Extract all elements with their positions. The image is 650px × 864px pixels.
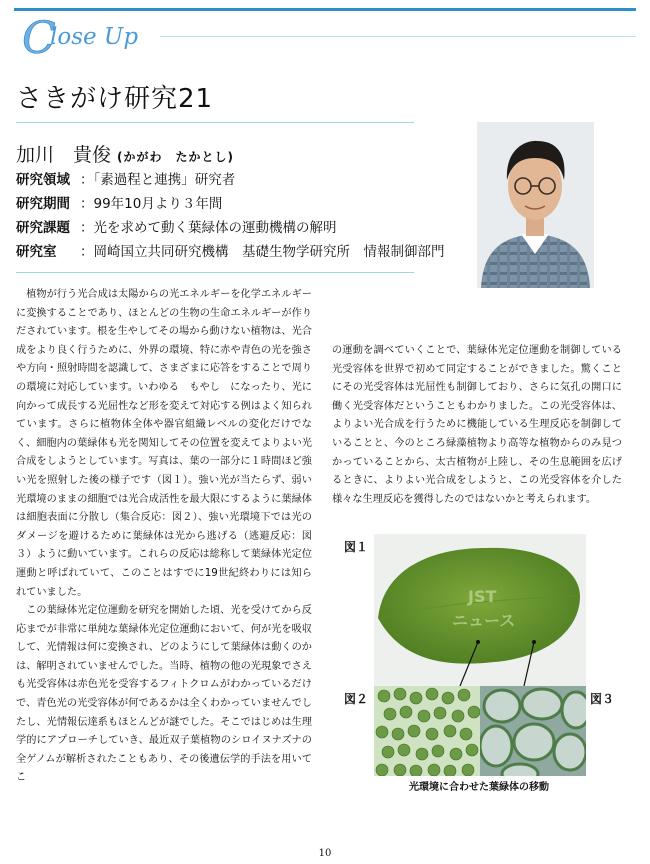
info-row-period [16,192,222,212]
info-row-lab [16,240,445,260]
info-value: ：岡崎国立共同研究機構 基礎生物学研究所 情報制御部門 [80,244,445,260]
watermark-text: ニュース [452,611,516,630]
info-row-topic [16,216,337,236]
info-row-area [16,168,235,188]
figure-3-cells-photo [480,686,586,776]
article-left-column [16,286,312,788]
figure-2-label: 図２ [344,692,369,706]
article-paragraph: 植物が行う光合成は太陽からの光エネルギーを化学エネルギーに変換することであり、ほとんどの生物の生命エネルギーが作りだされています。根を生やしてその場から動けない植物は、光合成をより良く行うために、外界の環境、特に赤や青色の光を強さや方向・照射時間を認識して、さまざまに応答をすることで周りの環境に対応しています。いわゆる もやし になったり、光に向かって成長する光屈性など形を変えて対応する例はよく知られています。さらに植物体全体や器官組織レベルの変化だけでなく、細胞内の葉緑体も光を関知してその位置を変えてよりよい光合成をしようとしています。写真は、葉の一部分に１時間ほど強い光を照射した後の様子です（図１）。強い光が当たらず、弱い光環境のままの細胞では光合成活性を最大限にするように葉緑体は細胞表面に分散し（集合反応：図２）、強い光環境下では光のダメージを避けるために葉緑体は光から逃げる（逃避反応：図３）ように動いています。これらの反応は総称して葉緑体光定位運動と呼ばれていて、このことはすでに19世紀終わりには知られていました。 [16,289,312,598]
svg-text:lose Up: lose Up [50,24,139,50]
article-right-column [332,342,622,509]
researcher-portrait [477,122,594,288]
figure-1-leaf-photo [374,534,586,686]
article-paragraph: の運動を調べていくことで、葉緑体光定位運動を制御している光受容体を世界で初めて同定することができました。驚くことにその光受容体は光屈性も制御しており、さらに気孔の開口に働く光受容体だということもわかりました。この光受容体は、よりよい光合成を行うために機能している生理反応を制御していることと、今のところ緑藻植物より高等な植物からのみ見つかっていることから、太古植物が上陸し、その生息範囲を広げるときに、よりよい光合成をしようと、この光受容体を介した様々な生理反応を獲得したのではないかと考えられます。 [332,345,622,505]
info-label: 研究室 [16,244,57,260]
watermark-text: JST [468,587,497,606]
header-top-bar [14,8,636,11]
figure-1-label: 図１ [344,540,369,554]
page-title: さきがけ研究21 [16,84,214,114]
article-paragraph: この葉緑体光定位運動を研究を開始した頃、光を受けてから反応までが非常に単純な葉緑体光定位運動において、何が光を吸収して、光情報は何に変換され、どのようにして葉緑体は動くのかは、解明されていませんでした。当時、植物の他の光現象でさえも光受容体は赤色光を受容するフィトクロムがわかっているだけで、青色光の光受容体が何であるかは全くわかっていませんでしたし、光情報伝達系もほとんどが謎でした。そこではじめは生理学的にアプローチしていき、最近双子葉植物のシロイヌナズナの全ゲノムが解析されたこともあり、その後遺伝学的手法を用いてこ [16,605,312,784]
info-label: 研究期間 [16,196,70,212]
researcher-name-reading: (かがわ たかとし) [117,150,234,164]
info-label: 研究領域 [16,172,70,188]
info-value: ：光を求めて動く葉緑体の運動機構の解明 [80,220,337,236]
info-label: 研究課題 [16,220,70,236]
researcher-name-line [16,140,234,167]
info-divider [16,272,414,273]
svg-text:C: C [22,13,56,56]
title-divider [16,122,414,123]
figure-3-label: 図３ [590,692,615,706]
close-up-logo [20,12,160,56]
page-number: 10 [318,848,332,859]
info-value: ：「素過程と連携」研究者 [80,172,236,188]
info-value: ：99年10月より３年間 [80,196,223,212]
researcher-name: 加川 貴俊 [16,144,112,166]
figure-2-cells-photo [374,686,480,776]
figure-caption: 光環境に合わせた葉緑体の移動 [409,782,549,793]
header-rule [160,36,636,37]
